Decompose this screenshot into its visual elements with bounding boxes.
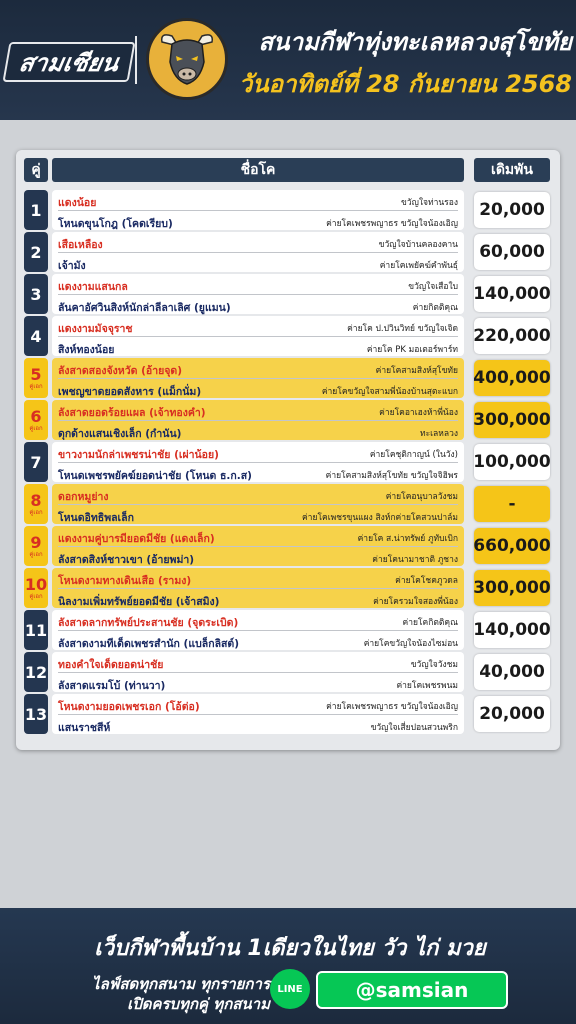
blue-bull-camp: ค่ายโค PK มอเตอร์พาร์ท	[366, 345, 458, 355]
pair-number-value: 11	[24, 620, 48, 640]
blue-bull-camp: ค่ายโคเพยัคฆ์คำพันธุ์	[379, 261, 458, 271]
event-date: วันอาทิตย์ที่ 28 กันยายน 2568	[238, 70, 572, 98]
matchup	[52, 232, 464, 272]
red-corner	[58, 274, 458, 294]
blue-corner	[58, 714, 458, 735]
pair-tag: คู่เอก	[29, 593, 43, 600]
table-row	[16, 650, 560, 692]
pair-number	[24, 652, 48, 692]
blue-bull-camp: ค่ายโคเพชรพนม	[396, 681, 458, 691]
blue-corner	[58, 210, 458, 231]
matchup	[52, 568, 464, 608]
pair-number	[24, 526, 48, 566]
red-bull-camp: ค่ายโคชุติกาญน์ (ในวัง)	[369, 450, 458, 460]
pair-number	[24, 442, 48, 482]
red-bull-camp: ขวัญใจเสือใบ	[408, 282, 458, 292]
footer-line-1: ไลฟ์สดทุกสนาม ทุกรายการ	[92, 975, 270, 993]
pair-number	[24, 694, 48, 734]
footer-slogan: เว็บกีฬาพื้นบ้าน 1เดียวในไทย วัว ไก่ มวย	[94, 936, 486, 961]
line-id-button[interactable]: @samsian	[316, 971, 508, 1009]
table-row	[16, 524, 560, 566]
blue-bull-name: ลันคาอัศวินสิงห์นักล่าลีลาเลิศ (ยูแมน)	[58, 302, 231, 314]
red-corner	[58, 694, 458, 714]
red-bull-name: ทองคำใจเด็ดยอดน่าชัย	[58, 659, 164, 671]
blue-bull-name: โหนดเพชรพยัคฆ์ยอดน่าชัย (โหนด ธ.ก.ส)	[58, 470, 252, 482]
fight-table	[16, 150, 560, 750]
table-row	[16, 356, 560, 398]
matchup	[52, 400, 464, 440]
red-bull-name: โหนดงามยอดเพชรเอก (โอ้ต่อ)	[58, 701, 200, 713]
pair-number	[24, 274, 48, 314]
matchup	[52, 694, 464, 734]
table-row	[16, 440, 560, 482]
stadium-title: สนามกีฬาทุ่งทะเลหลวงสุโขทัย	[258, 28, 572, 56]
bet-amount: 140,000	[474, 612, 550, 648]
red-corner	[58, 400, 458, 420]
bet-amount: 220,000	[474, 318, 550, 354]
pair-number-value: 2	[30, 242, 42, 262]
pair-tag: คู่เอก	[29, 383, 43, 390]
pair-number-value: 6	[30, 407, 42, 426]
blue-bull-name: ลังสาดสิงห์ชาวเขา (อ้ายพม่า)	[58, 554, 195, 566]
footer-line-2: เปิดครบทุกคู่ ทุกสนาม	[127, 995, 270, 1013]
blue-corner	[58, 546, 458, 567]
pair-number	[24, 190, 48, 230]
red-bull-camp: ค่ายโคโชคภูวดล	[395, 576, 458, 586]
pair-number	[24, 568, 48, 608]
blue-corner	[58, 378, 458, 399]
red-bull-name: โหนดงามทางเดินเสือ (รามง)	[58, 575, 192, 587]
table-row	[16, 272, 560, 314]
blue-bull-camp: ค่ายโคสามสิงห์สุโขทัย ขวัญใจจิฮิพร	[325, 471, 458, 481]
blue-bull-name: เพชญขาดยอดสังหาร (แม็กนั่ม)	[58, 386, 202, 398]
red-bull-name: แดงงามคู่บารมียอดมีชัย (แดงเล็ก)	[58, 533, 215, 545]
logo-divider	[135, 36, 137, 84]
header	[0, 0, 576, 120]
bet-amount: 400,000	[474, 360, 550, 396]
blue-corner	[58, 672, 458, 693]
bet-amount: 20,000	[474, 696, 550, 732]
red-bull-camp: ขวัญใจท่านรอง	[401, 198, 458, 208]
pair-number-value: 3	[30, 284, 42, 304]
red-corner	[58, 652, 458, 672]
red-bull-camp: ค่ายโคอาเฮงห้าพี่น้อง	[379, 408, 458, 418]
matchup	[52, 274, 464, 314]
red-bull-camp: ค่ายโค ป.ปวินวิทย์ ขวัญใจเจิด	[347, 324, 458, 334]
blue-bull-name: เจ้ามัง	[58, 260, 86, 272]
blue-bull-name: ลังสาดงามทีเด็ดเพชรสำนัก (แบล็กลิสต์)	[58, 638, 240, 650]
blue-bull-camp: ค่ายกิตติคุณ	[412, 303, 458, 313]
table-row	[16, 188, 560, 230]
red-corner	[58, 316, 458, 336]
bet-amount: 660,000	[474, 528, 550, 564]
pair-number-value: 13	[24, 704, 48, 724]
red-corner	[58, 610, 458, 630]
bet-amount: 300,000	[474, 570, 550, 606]
red-bull-name: แดงงามแสนกล	[58, 281, 128, 293]
red-bull-name: แดงน้อย	[58, 197, 97, 209]
matchup	[52, 442, 464, 482]
pair-number	[24, 484, 48, 524]
blue-corner	[58, 252, 458, 273]
blue-bull-name: โหนดขุนโกฎ (โคดเรียบ)	[58, 218, 173, 230]
blue-corner	[58, 420, 458, 441]
table-row	[16, 566, 560, 608]
blue-bull-camp: ค่ายโคนามาชาติ ภูชาง	[372, 555, 458, 565]
bet-amount: 100,000	[474, 444, 550, 480]
red-corner	[58, 484, 458, 504]
bet-amount: 140,000	[474, 276, 550, 312]
red-corner	[58, 526, 458, 546]
table-row	[16, 608, 560, 650]
pair-number	[24, 358, 48, 398]
table-row	[16, 230, 560, 272]
red-bull-camp: ค่ายโคเพชรพญาธร ขวัญใจน้องเอิญ	[326, 702, 458, 712]
matchup	[52, 190, 464, 230]
pair-tag: คู่เอก	[29, 425, 43, 432]
blue-bull-camp: ค่ายโคขวัญใจน้องไซม่อน	[363, 639, 458, 649]
matchup	[52, 316, 464, 356]
red-corner	[58, 232, 458, 252]
blue-corner	[58, 336, 458, 357]
bet-amount: 60,000	[474, 234, 550, 270]
red-bull-name: ลังสาดสองจังหวัด (อ้ายจุด)	[58, 365, 183, 377]
pair-number-value: 7	[30, 452, 42, 472]
blue-bull-camp: ค่ายโคเพชรขุนแผง สิงห์กค่ายโคสวนปาล์ม	[302, 513, 458, 523]
red-bull-camp: ค่ายโคกิตติคุณ	[402, 618, 458, 628]
pair-number-value: 5	[30, 365, 42, 384]
red-bull-camp: ขวัญใจวังชม	[410, 660, 458, 670]
blue-bull-camp: ค่ายโคเพชรพญาธร ขวัญใจน้องเอิญ	[326, 219, 458, 229]
blue-corner	[58, 462, 458, 483]
pair-number-value: 8	[30, 491, 42, 510]
col-header-name: ชื่อโค	[52, 158, 464, 182]
pair-number-value: 12	[24, 662, 48, 682]
red-corner	[58, 358, 458, 378]
red-corner	[58, 190, 458, 210]
pair-number	[24, 400, 48, 440]
red-bull-name: ลังสาดลากทรัพย์ประสานชัย (จุดระเบิด)	[58, 617, 239, 629]
blue-bull-name: ลังสาดแรมโบ้ (ท่านวา)	[58, 680, 166, 692]
red-bull-name: ดอกหมูย่าง	[58, 491, 109, 503]
red-bull-camp: ค่ายโค ส.น่าทรัพย์ ภูทับเบิก	[357, 534, 458, 544]
matchup	[52, 610, 464, 650]
blue-bull-camp: ค่ายโครวมใจสองพี่น้อง	[373, 597, 458, 607]
pair-tag: คู่เอก	[29, 509, 43, 516]
matchup	[52, 526, 464, 566]
matchup	[52, 484, 464, 524]
table-row	[16, 482, 560, 524]
pair-number-value: 10	[24, 575, 48, 594]
red-bull-name: แดงงามมัจจุราช	[58, 323, 133, 335]
blue-corner	[58, 504, 458, 525]
blue-corner	[58, 588, 458, 609]
blue-bull-camp: ขวัญใจเสี่ยปอนสวนพริก	[370, 723, 458, 733]
blue-bull-name: แสนราชสีห์	[58, 722, 111, 734]
red-bull-camp: ขวัญใจบ้านคลองคาน	[378, 240, 458, 250]
bull-mascot-icon	[146, 18, 228, 100]
blue-bull-name: โหนดอิทธิพลเล็ก	[58, 512, 134, 524]
col-header-pair: คู่	[24, 158, 48, 182]
pair-number	[24, 610, 48, 650]
bet-amount: 300,000	[474, 402, 550, 438]
table-row	[16, 314, 560, 356]
pair-number	[24, 316, 48, 356]
red-bull-name: เสือเหลือง	[58, 239, 103, 251]
line-app-icon[interactable]: LINE	[270, 969, 310, 1009]
blue-bull-camp: ค่ายโคขวัญใจสามพี่น้องบ้านสุตะแบก	[321, 387, 458, 397]
table-row	[16, 692, 560, 734]
bet-amount: 20,000	[474, 192, 550, 228]
table-row	[16, 398, 560, 440]
blue-bull-name: นิลงามเพิ่มทรัพย์ยอดมีชัย (เจ้าสมิง)	[58, 596, 220, 608]
bet-amount: 40,000	[474, 654, 550, 690]
matchup	[52, 358, 464, 398]
red-bull-name: ขาวงามนักล่าเพชรน่าชัย (เผ่าน้อย)	[58, 449, 219, 461]
pair-number-value: 9	[30, 533, 42, 552]
red-corner	[58, 568, 458, 588]
brand-logo: สามเซียน	[2, 42, 135, 82]
red-corner	[58, 442, 458, 462]
red-bull-camp: ค่ายโคสามสิงห์สุโขทัย	[375, 366, 458, 376]
matchup	[52, 652, 464, 692]
blue-bull-name: สิงห์ทองน้อย	[58, 344, 115, 356]
pair-tag: คู่เอก	[29, 551, 43, 558]
pair-number-value: 1	[30, 200, 42, 220]
bet-amount: -	[474, 486, 550, 522]
pair-number	[24, 232, 48, 272]
blue-bull-camp: ทะเลหลวง	[419, 429, 458, 439]
blue-corner	[58, 630, 458, 651]
pair-number-value: 4	[30, 326, 42, 346]
red-bull-name: ลังสาดยอดร้อยแผล (เจ้าทองคำ)	[58, 407, 206, 419]
red-bull-camp: ค่ายโคอนุบาลวังชม	[385, 492, 458, 502]
blue-bull-name: ดุกด้างแสนเชิงเล็ก (กำนัน)	[58, 428, 182, 440]
blue-corner	[58, 294, 458, 315]
col-header-bet: เดิมพัน	[474, 158, 550, 182]
